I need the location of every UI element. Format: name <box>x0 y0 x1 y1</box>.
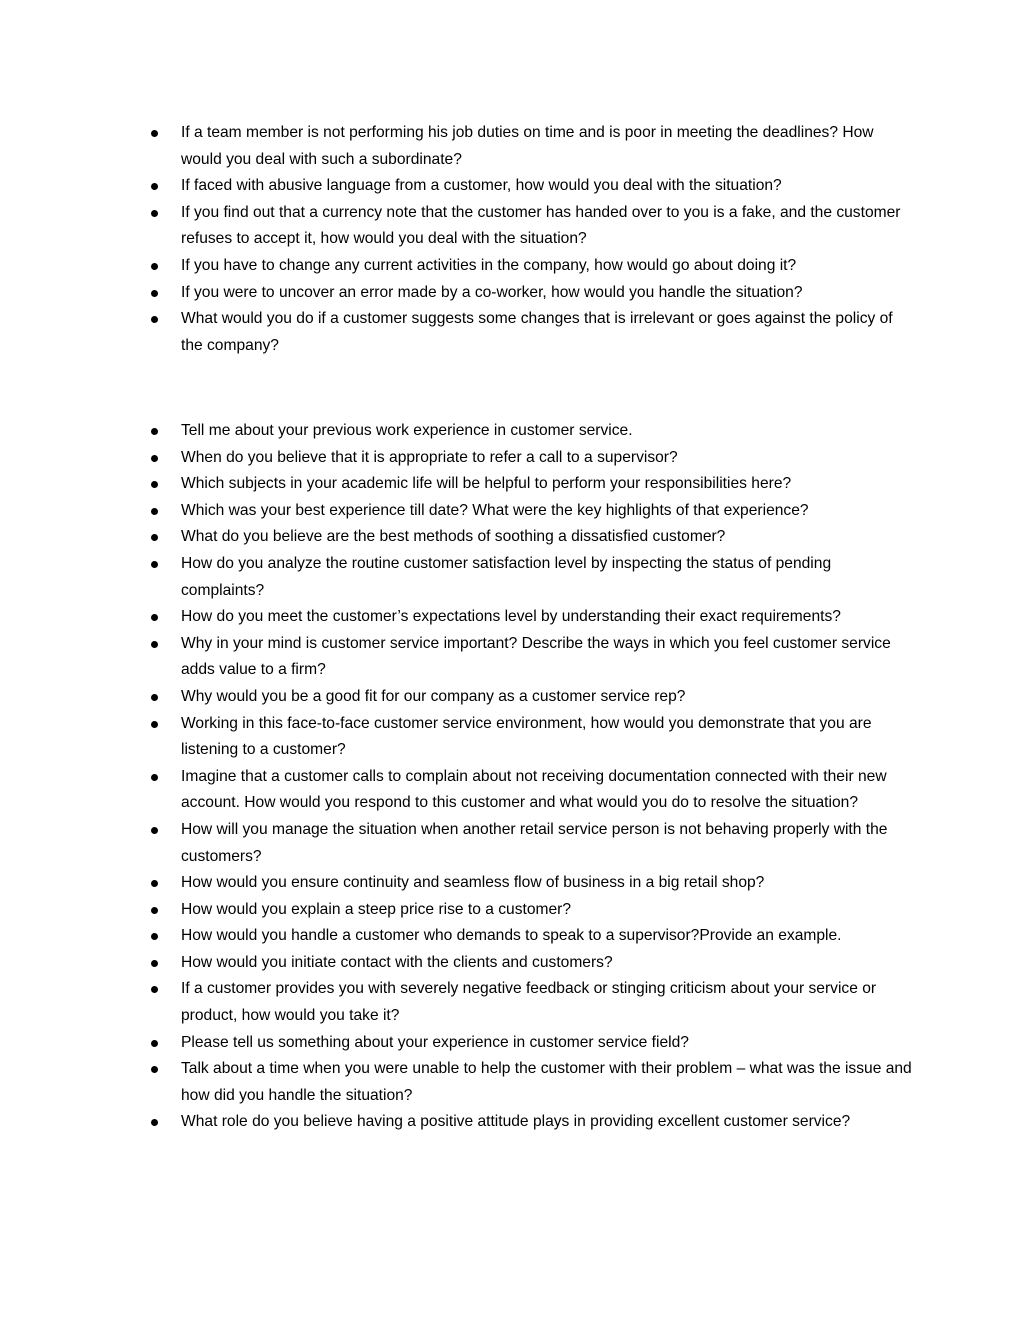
bullet-icon <box>151 827 158 834</box>
bullet-icon <box>151 561 158 568</box>
bullet-icon <box>151 130 158 137</box>
question-text: How would you explain a steep price rise to a customer? <box>181 900 572 918</box>
list-item <box>148 418 918 445</box>
question-text: How would you handle a customer who demands to speak to a supervisor?Provide an example. <box>181 927 842 945</box>
list-item <box>148 897 918 924</box>
bullet-icon <box>151 721 158 728</box>
bullet-icon <box>151 694 158 701</box>
question-text: What do you believe are the best methods of soothing a dissatisfied customer? <box>181 528 726 546</box>
question-text: Tell me about your previous work experience in customer service. <box>181 422 633 439</box>
list-item <box>148 870 918 897</box>
list-item <box>148 1109 918 1136</box>
list-item <box>148 445 918 472</box>
list-item <box>148 280 918 307</box>
list-item <box>148 200 918 253</box>
bullet-icon <box>151 641 158 648</box>
list-item <box>148 817 918 870</box>
bullet-icon <box>151 774 158 781</box>
question-text: When do you believe that it is appropriate to refer a call to a supervisor? <box>181 448 678 466</box>
list-item <box>148 524 918 551</box>
question-text: How will you manage the situation when another retail service person is not behaving properly with the customers? <box>181 820 888 865</box>
bullet-icon <box>151 428 158 435</box>
question-text: If you find out that a currency note that the customer has handed over to you is a fake, and the customer refuses to accept it, how would you deal with the situation? <box>181 203 901 248</box>
question-text: If you were to uncover an error made by a co-worker, how would you handle the situation? <box>181 283 803 301</box>
question-text: Imagine that a customer calls to complain about not receiving documentation connected with their new account. How would you respond to this customer and what would you do to resolve the situation? <box>181 767 887 812</box>
bullet-icon <box>151 316 158 323</box>
bullet-icon <box>151 290 158 297</box>
question-text: If you have to change any current activities in the company, how would go about doing it? <box>181 256 797 274</box>
question-text: If a team member is not performing his job duties on time and is poor in meeting the deadlines? How would you deal with such a subordinate? <box>181 124 874 168</box>
list-item <box>148 711 918 764</box>
list-item <box>148 173 918 200</box>
list-item <box>148 120 918 173</box>
list-item <box>148 950 918 977</box>
bullet-icon <box>151 1119 158 1126</box>
bullet-icon <box>151 210 158 217</box>
bullet-icon <box>151 508 158 515</box>
bullet-icon <box>151 534 158 541</box>
question-list-customer-service <box>148 418 918 1136</box>
bullet-icon <box>151 880 158 887</box>
question-text: Working in this face-to-face customer service environment, how would you demonstrate that you are listening to a customer? <box>181 714 872 759</box>
bullet-icon <box>151 907 158 914</box>
bullet-icon <box>151 933 158 940</box>
question-text: If a customer provides you with severely negative feedback or stinging criticism about your service or product, how would you take it? <box>181 980 877 1025</box>
question-text: Which subjects in your academic life will be helpful to perform your responsibilities here? <box>181 475 792 493</box>
question-text: How would you initiate contact with the clients and customers? <box>181 953 613 971</box>
list-item <box>148 306 918 359</box>
question-text: Please tell us something about your experience in customer service field? <box>181 1033 689 1051</box>
bullet-icon <box>151 455 158 462</box>
bullet-icon <box>151 986 158 993</box>
list-item <box>148 551 918 604</box>
list-item <box>148 1030 918 1057</box>
bullet-icon <box>151 960 158 967</box>
bullet-icon <box>151 614 158 621</box>
list-item <box>148 1056 918 1109</box>
list-item <box>148 253 918 280</box>
question-text: How do you meet the customer’s expectations level by understanding their exact requirements? <box>181 608 841 626</box>
question-list-situational <box>148 120 918 359</box>
question-text: Talk about a time when you were unable to help the customer with their problem – what was the issue and how did you handle the situation? <box>181 1060 912 1104</box>
list-item <box>148 684 918 711</box>
list-item <box>148 604 918 631</box>
list-item <box>148 631 918 684</box>
question-text: Why in your mind is customer service important? Describe the ways in which you feel customer service adds value to a firm? <box>181 634 891 679</box>
question-text: How would you ensure continuity and seamless flow of business in a big retail shop? <box>181 874 765 892</box>
question-text: How do you analyze the routine customer satisfaction level by inspecting the status of pending complaints? <box>181 554 832 599</box>
list-item <box>148 471 918 498</box>
list-item <box>148 923 918 950</box>
bullet-icon <box>151 263 158 270</box>
question-text: Which was your best experience till date? What were the key highlights of that experience? <box>181 501 809 519</box>
bullet-icon <box>151 183 158 190</box>
question-text: If faced with abusive language from a customer, how would you deal with the situation? <box>181 177 782 195</box>
list-item <box>148 976 918 1029</box>
question-text: What would you do if a customer suggests some changes that is irrelevant or goes against the policy of the company? <box>181 310 893 354</box>
bullet-icon <box>151 1066 158 1073</box>
question-text: Why would you be a good fit for our company as a customer service rep? <box>181 687 686 705</box>
bullet-icon <box>151 1040 158 1047</box>
list-item <box>148 498 918 525</box>
list-item <box>148 764 918 817</box>
question-text: What role do you believe having a positive attitude plays in providing excellent customer service? <box>181 1113 851 1131</box>
bullet-icon <box>151 481 158 488</box>
